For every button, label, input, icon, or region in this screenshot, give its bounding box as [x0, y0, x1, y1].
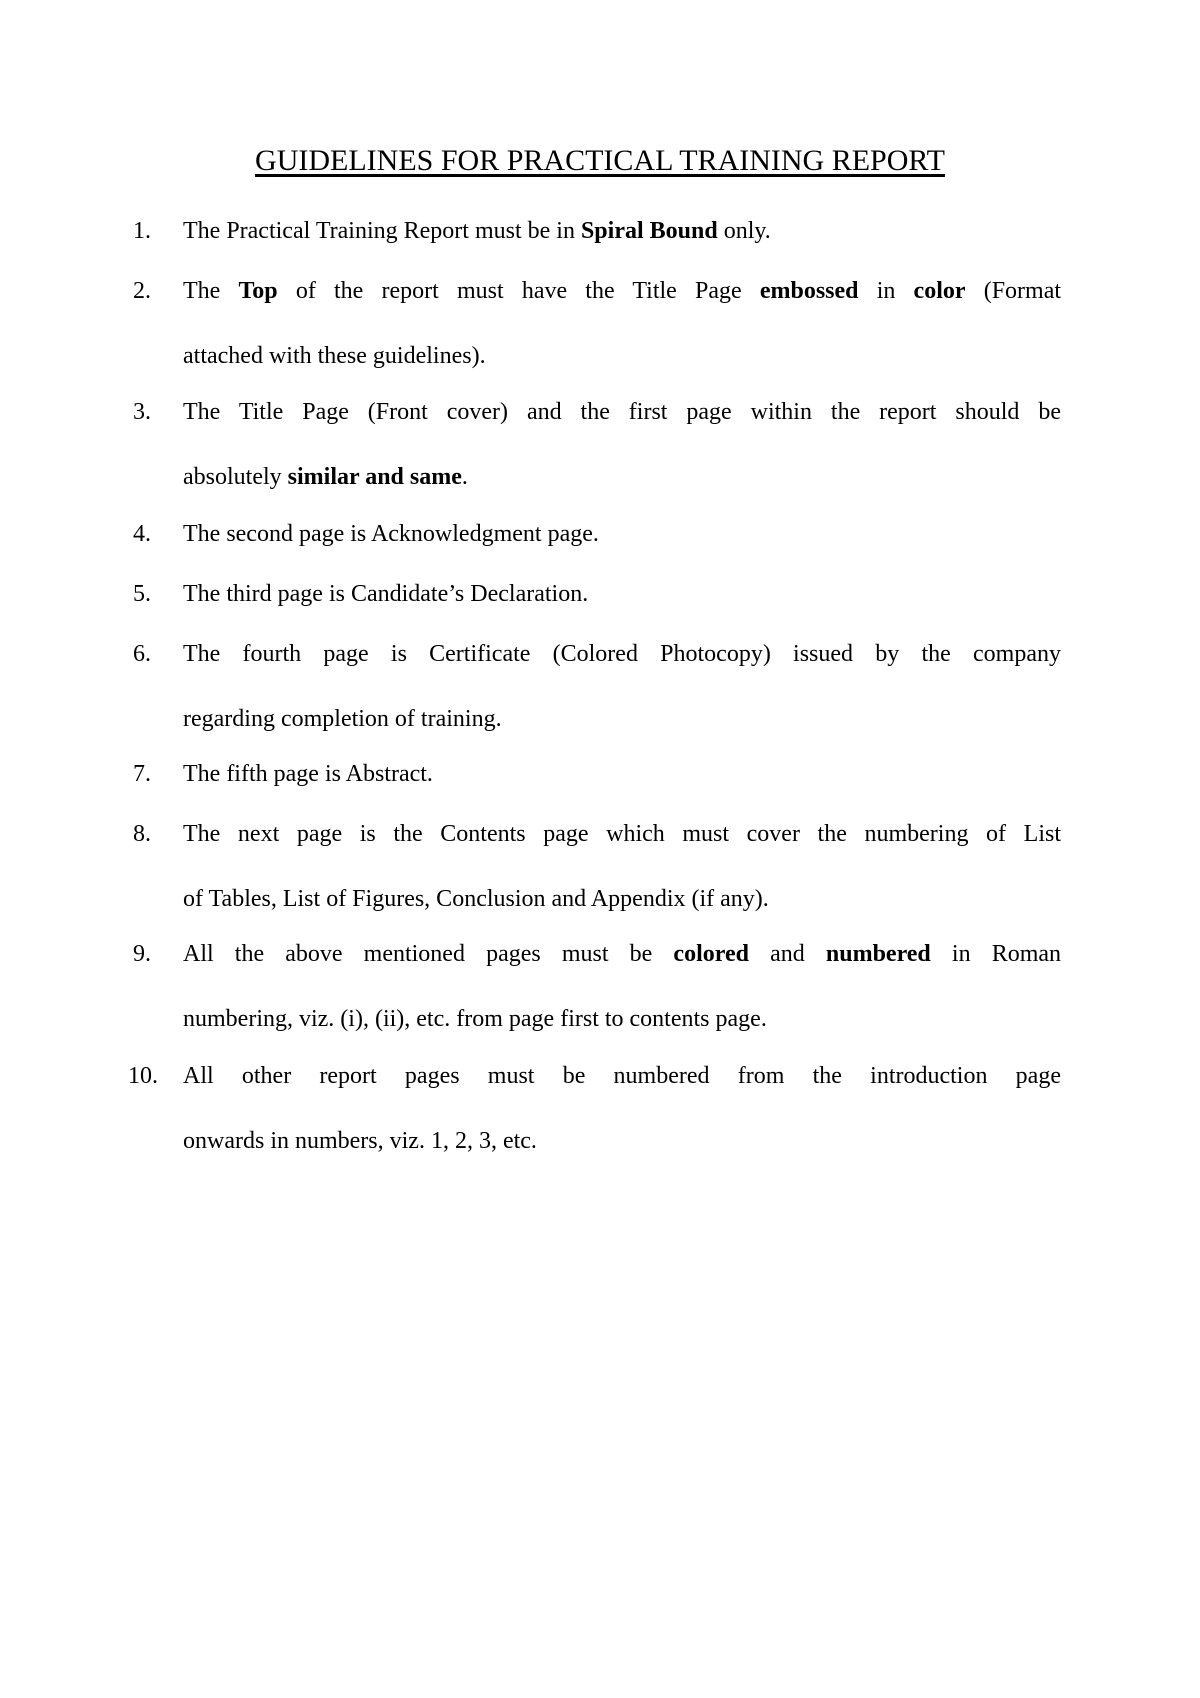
list-item-line: [183, 578, 1061, 610]
bold-text: numbered: [825, 941, 931, 967]
list-item-line: [183, 1060, 1061, 1092]
list-item-line: [183, 1125, 1061, 1157]
text-segment: The next page is the Contents page which must cover the numbering of List: [183, 821, 1061, 847]
bold-text: color: [913, 278, 966, 304]
text-segment: in Roman: [930, 941, 1061, 967]
text-segment: The fourth page is Certificate (Colored Photocopy) issued by the company: [183, 641, 1061, 667]
text-segment: The second page is Acknowledgment page.: [183, 521, 599, 547]
list-item: [0, 758, 1200, 818]
list-item-line: [183, 518, 1061, 550]
list-item-number: 3.: [133, 399, 151, 425]
list-item: [0, 1060, 1200, 1154]
list-item-number: 6.: [133, 641, 151, 667]
list-item-number: 8.: [133, 821, 151, 847]
list-item-line: [183, 818, 1061, 850]
text-segment: All the above mentioned pages must be: [183, 941, 674, 967]
list-item: [0, 938, 1200, 1032]
list-item: [0, 638, 1200, 732]
list-item-line: [183, 340, 1061, 372]
list-item: [0, 275, 1200, 369]
list-item: [0, 215, 1200, 275]
text-segment: The: [183, 278, 239, 304]
list-item: [0, 518, 1200, 578]
text-segment: of the report must have the Title Page: [277, 278, 760, 304]
text-segment: only.: [717, 218, 771, 244]
list-item-number: 2.: [133, 278, 151, 304]
list-item-number: 5.: [133, 581, 151, 607]
text-segment: All other report pages must be numbered from the introduction page: [183, 1063, 1061, 1089]
list-item-line: [183, 703, 1061, 735]
bold-text: Spiral Bound: [580, 218, 718, 244]
list-item-line: [183, 461, 1061, 493]
list-item-line: [183, 1003, 1061, 1035]
text-segment: regarding completion of training.: [183, 706, 502, 732]
list-item-number: 10.: [128, 1063, 158, 1089]
text-segment: The Practical Training Report must be in: [183, 218, 581, 244]
list-item-number: 1.: [133, 218, 151, 244]
list-item-number: 7.: [133, 761, 151, 787]
bold-text: colored: [673, 941, 749, 967]
list-item-line: [183, 758, 1061, 790]
list-item-line: [183, 883, 1061, 915]
list-item: [0, 578, 1200, 638]
text-segment: onwards in numbers, viz. 1, 2, 3, etc.: [183, 1128, 537, 1154]
text-segment: The third page is Candidate’s Declaration.: [183, 581, 589, 607]
text-segment: absolutely: [183, 464, 288, 490]
list-item-line: [183, 215, 1061, 247]
list-item-number: 4.: [133, 521, 151, 547]
text-segment: and: [748, 941, 826, 967]
text-segment: numbering, viz. (i), (ii), etc. from page first to contents page.: [183, 1006, 767, 1032]
bold-text: embossed: [759, 278, 859, 304]
text-segment: .: [461, 464, 468, 490]
text-segment: The Title Page (Front cover) and the first page within the report should be: [183, 399, 1061, 425]
text-segment: of Tables, List of Figures, Conclusion and Appendix (if any).: [183, 886, 769, 912]
list-item: [0, 396, 1200, 490]
text-segment: (Format: [965, 278, 1061, 304]
list-item-line: [183, 938, 1061, 970]
list-item-line: [183, 396, 1061, 428]
list-item-number: 9.: [133, 941, 151, 967]
list-item: [0, 818, 1200, 912]
list-item-line: [183, 638, 1061, 670]
list-item-line: [183, 275, 1061, 307]
bold-text: similar and same: [287, 464, 462, 490]
bold-text: Top: [238, 278, 278, 304]
document-title: GUIDELINES FOR PRACTICAL TRAINING REPORT: [255, 144, 945, 177]
text-segment: in: [858, 278, 914, 304]
text-segment: The fifth page is Abstract.: [183, 761, 433, 787]
text-segment: attached with these guidelines).: [183, 343, 486, 369]
